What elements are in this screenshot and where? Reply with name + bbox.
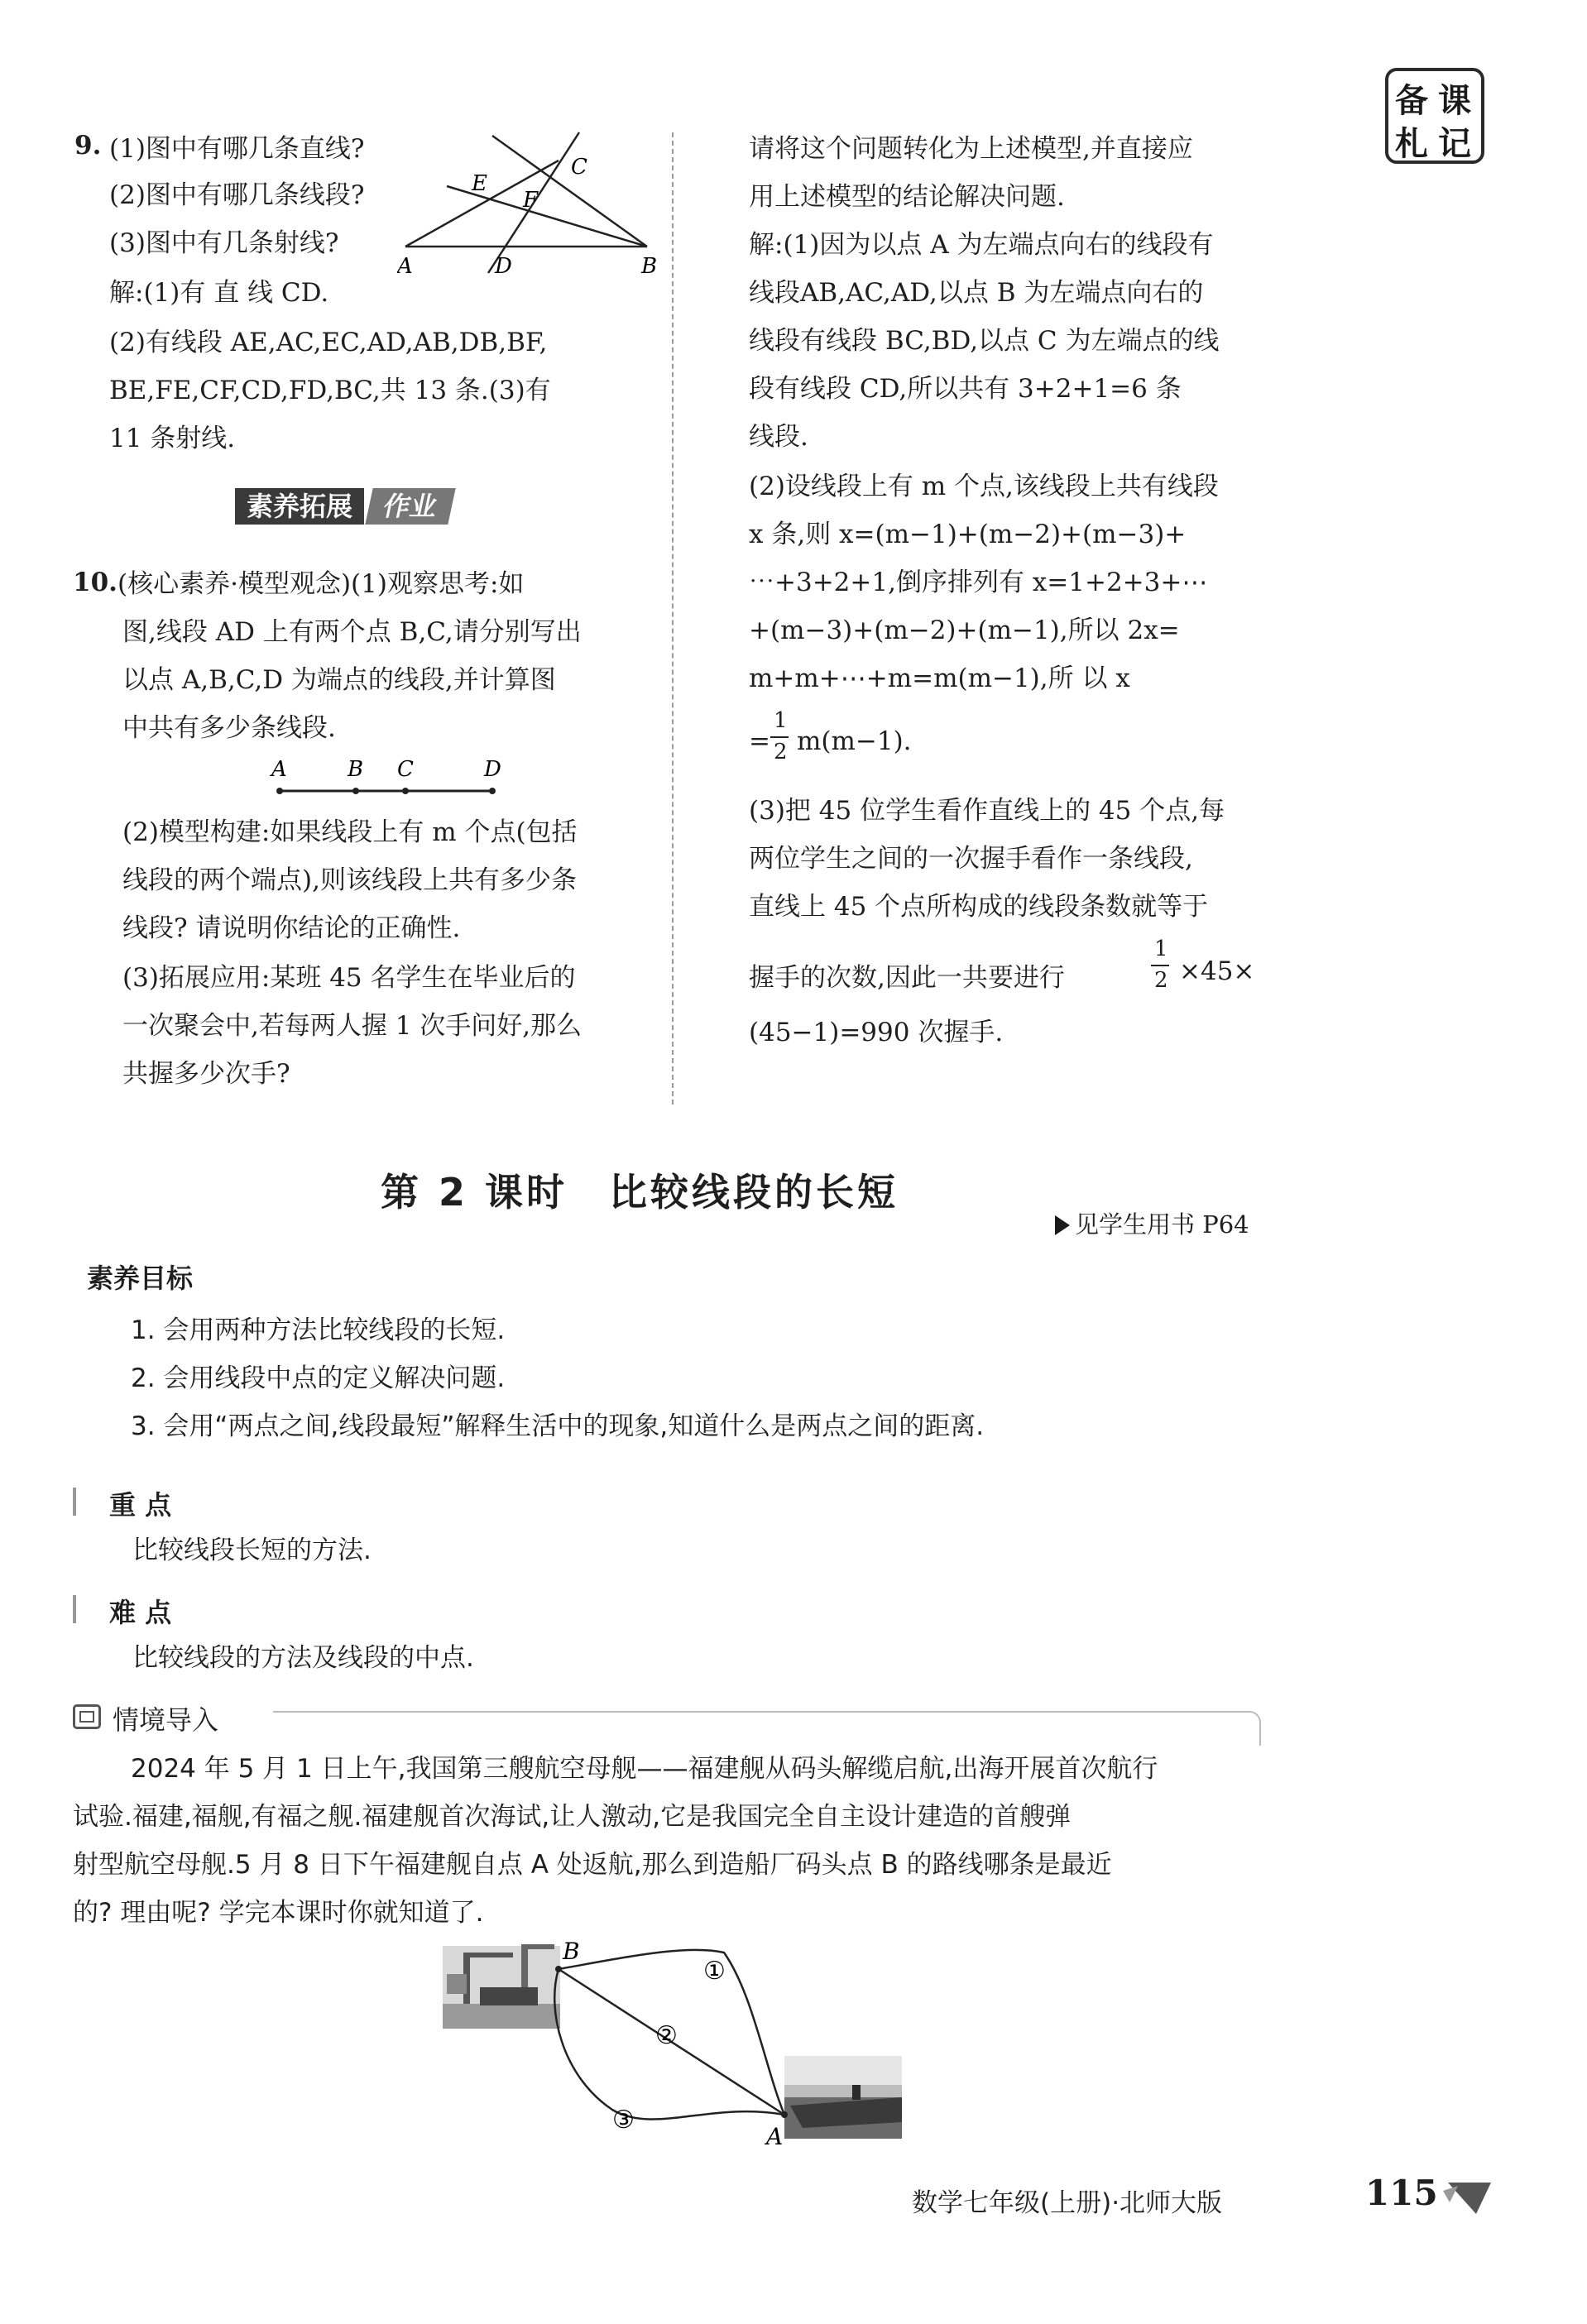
fraction-denominator: 2 [1154,968,1168,993]
answer-text: 握手的次数,因此一共要进行 [749,963,1065,993]
answer-text: 解:(1)有 直 线 CD. [109,278,329,308]
section-tag [235,488,452,525]
lesson-title: 第 2 课时 比较线段的长短 [381,1170,899,1215]
answer-text: 解:(1)因为以点 A 为左端点向右的线段有 [749,230,1214,260]
question-text: 线段? 请说明你结论的正确性. [122,913,461,943]
page-number: 115 [1365,2173,1438,2213]
answer-text: ×45× [1179,956,1255,986]
fraction-numerator: 1 [1154,937,1168,961]
question-number: 10. [73,568,117,597]
intro-text: 的? 理由呢? 学完本课时你就知道了. [73,1898,484,1928]
fraction-numerator: 1 [774,708,788,733]
answer-text: x 条,则 x=(m−1)+(m−2)+(m−3)+ [749,520,1187,549]
question-text: 线段的两个端点),则该线段上共有多少条 [122,865,577,895]
figure-lines [397,124,662,290]
fig9-label-c: C [571,155,587,180]
question-text: 共握多少次手? [122,1059,290,1089]
fig9-label-e: E [472,171,487,196]
intro-heading: 情境导入 [113,1704,219,1736]
fig10-label-b: B [348,757,364,782]
page-corner-icon [1440,2174,1498,2221]
question-text: 一次聚会中,若每两人握 1 次手问好,那么 [122,1011,583,1041]
fig10-label-a: A [271,757,287,782]
route-1-label: ① [703,1957,726,1986]
fig9-label-d: D [495,254,512,279]
fig10-label-c: C [397,757,414,782]
answer-fraction-line [749,935,1278,1001]
question-text: (3)拓展应用:某班 45 名学生在毕业后的 [122,963,576,993]
route-label-b: B [563,1938,580,1965]
route-3-label: ③ [612,2106,635,2135]
answer-text: 段有线段 CD,所以共有 3+2+1=6 条 [749,374,1182,404]
heading-bar [73,1595,76,1623]
answer-text: (2)有线段 AE,AC,EC,AD,AB,DB,BF, [109,328,548,357]
intro-rule [273,1711,1249,1713]
badge-char: 课 [1438,82,1471,120]
notes-badge [1385,68,1484,164]
question-text: 以点 A,B,C,D 为端点的线段,并计算图 [122,665,556,695]
answer-text: m+m+⋯+m=m(m−1),所 以 x [749,664,1130,693]
question-text: (2)模型构建:如果线段上有 m 个点(包括 [122,817,578,847]
route-figure [439,1936,910,2151]
intro-text: 2024 年 5 月 1 日上午,我国第三艘航空母舰——福建舰从码头解缆启航,出海开展首次航行 [131,1754,1158,1784]
fig10-label-d: D [484,757,501,782]
fig9-label-f: F [523,188,539,213]
section-tag-label: 作业 [365,488,455,525]
intro-text: 射型航空母舰.5 月 8 日下午福建舰自点 A 处返航,那么到造船厂码头点 B 的路线哪条是最近 [73,1850,1112,1880]
student-book-ref [1055,1206,1249,1240]
ref-text: 见学生用书 P64 [1075,1210,1249,1239]
fraction-denominator: 2 [774,740,788,764]
equals-sign: = [749,726,770,756]
difficulty-text: 比较线段的方法及线段的中点. [132,1643,474,1673]
badge-char: 备 [1395,82,1428,120]
answer-text: +(m−3)+(m−2)+(m−1),所以 2x= [749,616,1180,645]
question-text: 中共有多少条线段. [122,713,336,743]
triangle-icon [1055,1215,1070,1235]
answer-text: (2)设线段上有 m 个点,该线段上共有线段 [749,472,1219,501]
answer-text: 两位学生之间的一次握手看作一条线段, [749,844,1193,874]
fig9-label-b: B [641,254,658,279]
question-text: (核心素养·模型观念)(1)观察思考:如 [117,569,525,599]
answer-text: m(m−1). [797,726,912,756]
answer-text: (3)把 45 位学生看作直线上的 45 个点,每 [749,796,1225,826]
answer-text: 线段有线段 BC,BD,以点 C 为左端点的线 [749,326,1220,356]
answer-text: (45−1)=990 次握手. [749,1018,1004,1047]
intro-text: 试验.福建,福舰,有福之舰.福建舰首次海试,让人激动,它是我国完全自主设计建造的首艘弹 [73,1802,1072,1832]
answer-text: ⋯+3+2+1,倒序排列有 x=1+2+3+⋯ [749,568,1208,597]
scenario-icon [73,1704,101,1729]
answer-text: 直线上 45 个点所构成的线段条数就等于 [749,892,1209,922]
question-text: (1)图中有哪几条直线? [109,134,365,164]
badge-char: 札 [1395,125,1428,163]
answer-text: 用上述模型的结论解决问题. [749,182,1065,212]
route-2-label: ② [655,2021,678,2050]
goal-item: 1. 会用两种方法比较线段的长短. [131,1315,506,1345]
column-divider [672,132,674,1104]
heading-bar [73,1488,76,1516]
question-text: (3)图中有几条射线? [109,228,339,258]
footer-book-title: 数学七年级(上册)·北师大版 [912,2188,1223,2218]
question-text: (2)图中有哪几条线段? [109,180,365,210]
answer-text: BE,FE,CF,CD,FD,BC,共 13 条.(3)有 [109,376,551,405]
goal-item: 2. 会用线段中点的定义解决问题. [131,1363,506,1393]
section-tag-label: 素养拓展 [235,488,364,525]
carrier-picture [784,2056,902,2139]
answer-text: 请将这个问题转化为上述模型,并直接应 [749,134,1193,164]
answer-text: 线段AB,AC,AD,以点 B 为左端点向右的 [749,278,1204,308]
figure-segment [265,755,513,804]
question-number: 9. [74,131,102,161]
difficulty-heading: 难 点 [109,1597,172,1628]
dock-picture [443,1944,560,2029]
answer-text: 线段. [749,422,808,452]
key-text: 比较线段长短的方法. [132,1536,372,1565]
badge-char: 记 [1438,125,1471,163]
goal-item: 3. 会用“两点之间,线段最短”解释生活中的现象,知道什么是两点之间的距离. [131,1411,985,1441]
route-label-a: A [766,2123,784,2150]
fig9-label-a: A [397,254,413,279]
answer-text: 11 条射线. [109,424,236,453]
question-text: 图,线段 AD 上有两个点 B,C,请分别写出 [122,617,582,647]
key-heading: 重 点 [109,1489,172,1521]
goals-heading: 素养目标 [87,1263,194,1294]
